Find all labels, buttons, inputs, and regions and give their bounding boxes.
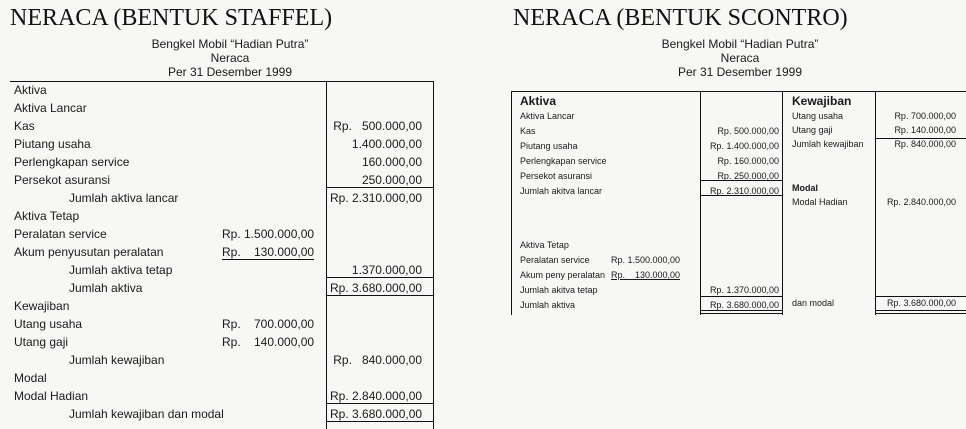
kewajiban-row-label: Jumlah kewajiban [792, 139, 864, 149]
staffel-period: Per 31 Desember 1999 [167, 65, 293, 79]
scontro-company: Bengkel Mobil “Hadian Putra” [661, 37, 819, 51]
row-label: Jumlah aktiva tetap [69, 263, 173, 277]
tetap-row-mid: Rp. 130.000,00 [611, 270, 681, 280]
scontro-modal-heading: Modal [792, 183, 818, 193]
tetap-row-mid: Rp. 1.500.000,00 [611, 255, 681, 265]
kewajiban-row-value: Rp. 140.000,00 [894, 125, 956, 135]
row-mid-value: Rp. 700.000,00 [222, 317, 315, 331]
kewajiban-row-label: Utang gaji [792, 125, 833, 135]
scontro-period: Per 31 Desember 1999 [677, 65, 803, 79]
scontro-total-label: dan modal [792, 298, 835, 308]
row-right-value: Rp. 840.000,00 [333, 353, 422, 367]
scontro-modal-label: Modal Hadian [792, 197, 848, 207]
row-mid-value: Rp. 1.500.000,00 [222, 227, 315, 241]
tetap-row-value: Rp. 3.680.000,00 [709, 300, 779, 310]
tetap-row-label: Akum peny peralatan [520, 270, 606, 280]
aktiva-row-label: Piutang usaha [520, 141, 578, 151]
aktiva-row-label: Perlengkapan service [520, 156, 607, 166]
aktiva-row-label: Aktiva Lancar [520, 111, 575, 121]
row-right-value: Rp. 2.840.000,00 [330, 389, 423, 403]
aktiva-row-value: Rp. 1.400.000,00 [709, 141, 779, 151]
row-label: Akum penyusutan peralatan [14, 245, 164, 259]
row-right-value: Rp. 500.000,00 [333, 119, 422, 133]
staffel-doc-name: Neraca [210, 51, 250, 65]
row-label: Aktiva Lancar [14, 101, 87, 115]
aktiva-row-value: Rp. 2.310.000,00 [709, 186, 779, 196]
kewajiban-row-value: Rp. 840.000,00 [894, 139, 956, 149]
row-label: Aktiva Tetap [14, 209, 80, 223]
scontro-title: NERACA (BENTUK SCONTRO) [513, 5, 848, 31]
row-right-value: 1.370.000,00 [351, 263, 422, 277]
aktiva-row-value: Rp. 160.000,00 [717, 156, 779, 166]
row-label: Peralatan service [14, 227, 107, 241]
row-label: Perlengkapan service [14, 155, 130, 169]
staffel-company: Bengkel Mobil “Hadian Putra” [151, 37, 309, 51]
row-right-value: 160.000,00 [361, 155, 422, 169]
tetap-row-label: Jumlah aktiva [520, 300, 576, 310]
kewajiban-row-label: Utang usaha [792, 111, 844, 121]
scontro-modal-value: Rp. 2.840.000,00 [886, 197, 956, 207]
row-right-value: Rp. 2.310.000,00 [330, 191, 423, 205]
scontro-aktiva-heading: Aktiva [520, 94, 557, 108]
kewajiban-row-value: Rp. 700.000,00 [894, 111, 956, 121]
row-right-value: Rp. 3.680.000,00 [330, 407, 423, 421]
row-label: Piutang usaha [14, 137, 91, 151]
row-label: Aktiva [14, 83, 47, 97]
staffel-header [90, 37, 370, 79]
row-label: Jumlah aktiva lancar [69, 191, 179, 205]
row-label: Jumlah kewajiban dan modal [69, 407, 224, 421]
row-label: Kas [14, 119, 35, 133]
row-label: Utang usaha [14, 317, 83, 331]
tetap-row-value: Rp. 1.370.000,00 [709, 285, 779, 295]
scontro-kewajiban-heading: Kewajiban [792, 94, 852, 108]
row-label: Kewajiban [14, 299, 70, 313]
row-mid-value: Rp. 130.000,00 [222, 245, 315, 259]
row-mid-value: Rp. 140.000,00 [222, 335, 315, 349]
row-label: Persekot asuransi [14, 173, 111, 187]
aktiva-row-label: Persekot asuransi [520, 171, 593, 181]
scontro-header [600, 37, 880, 79]
tetap-row-label: Jumlah akitva tetap [520, 285, 598, 295]
aktiva-row-value: Rp. 250.000,00 [717, 171, 779, 181]
row-label: Modal [14, 371, 47, 385]
staffel-title: NERACA (BENTUK STAFFEL) [10, 5, 333, 31]
tetap-row-label: Peralatan service [520, 255, 590, 265]
row-right-value: 250.000,00 [361, 173, 422, 187]
row-right-value: Rp. 3.680.000,00 [330, 281, 423, 295]
aktiva-row-value: Rp. 500.000,00 [717, 126, 779, 136]
scontro-doc-name: Neraca [720, 51, 760, 65]
aktiva-row-label: Kas [520, 126, 536, 136]
scontro-total-value: Rp. 3.680.000,00 [886, 298, 956, 308]
row-label: Jumlah kewajiban [69, 353, 165, 367]
row-label: Jumlah aktiva [69, 281, 143, 295]
tetap-row-label: Aktiva Tetap [520, 240, 569, 250]
row-right-value: 1.400.000,00 [351, 137, 422, 151]
aktiva-row-label: Jumlah akitva lancar [520, 186, 603, 196]
row-label: Modal Hadian [14, 389, 89, 403]
row-label: Utang gaji [14, 335, 69, 349]
